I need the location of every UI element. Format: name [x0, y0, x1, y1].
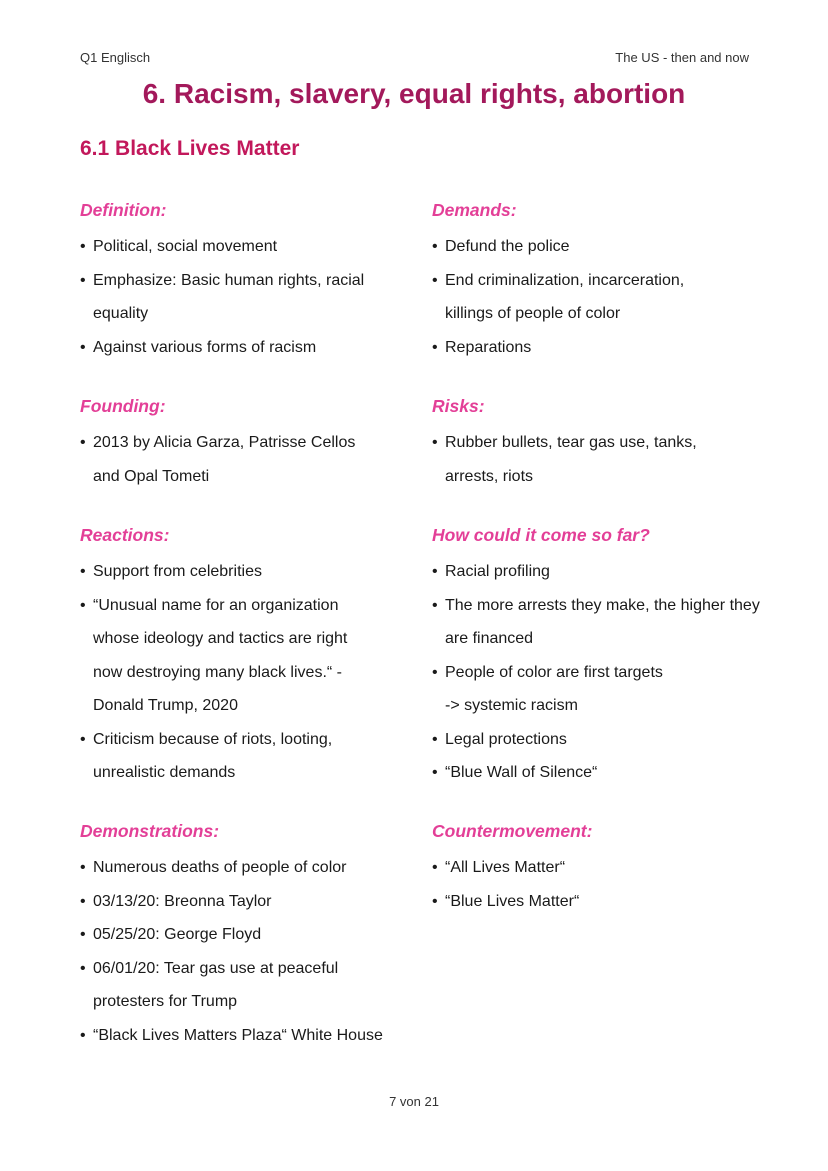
list-item: • “Unusual name for an organization whose ideology and tactics are right now destroying many black lives.“ - Donald Trump, 2020 [80, 589, 378, 723]
section-how-far [432, 523, 772, 790]
section-heading: Definition: [80, 200, 167, 220]
header-course: Q1 Englisch [80, 50, 151, 65]
section-heading: Demands: [432, 200, 517, 220]
list-item: • 2013 by Alicia Garza, Patrisse Cellos and Opal Tometi [80, 426, 383, 493]
list-item: • People of color are first targets [432, 656, 772, 690]
section-definition [80, 198, 420, 364]
section-heading: Countermovement: [432, 821, 593, 841]
list-item: • Numerous deaths of people of color [80, 851, 420, 885]
list-item: • 06/01/20: Tear gas use at peaceful protesters for Trump [80, 952, 378, 1019]
header-topic: The US - then and now [615, 50, 749, 65]
list-item: • Rubber bullets, tear gas use, tanks, arrests, riots [432, 426, 725, 493]
list-item: • “Black Lives Matters Plaza“ White House [80, 1019, 433, 1053]
page-title: 6. Racism, slavery, equal rights, abortion [142, 78, 686, 109]
list-item: • Support from celebrities [80, 555, 420, 589]
section-heading: Demonstrations: [80, 821, 220, 841]
list-item: • Defund the police [432, 230, 772, 264]
section-heading: Risks: [432, 396, 485, 416]
section-risks [432, 394, 772, 493]
section-heading: Founding: [80, 396, 166, 416]
list-item: • Political, social movement [80, 230, 420, 264]
list-item-continuation: -> systemic racism [445, 697, 578, 714]
list-item: • Reparations [432, 331, 772, 365]
section-subtitle: 6.1 Black Lives Matter [80, 137, 300, 160]
section-countermovement [432, 819, 772, 918]
section-heading: How could it come so far? [432, 525, 650, 545]
section-demands [432, 198, 772, 364]
section-heading: Reactions: [80, 525, 170, 545]
page-number: 7 von 21 [389, 1094, 439, 1109]
list-item: • Legal protections [432, 723, 772, 757]
list-item: • Racial profiling [432, 555, 772, 589]
list-item: • The more arrests they make, the higher they are financed [432, 589, 765, 656]
list-item: • 05/25/20: George Floyd [80, 918, 420, 952]
list-item: • Against various forms of racism [80, 331, 420, 365]
list-item: • “Blue Wall of Silence“ [432, 756, 772, 790]
section-demonstrations [80, 819, 420, 1052]
list-item: • End criminalization, incarceration, killings of people of color [432, 264, 715, 331]
list-item: • Emphasize: Basic human rights, racial equality [80, 264, 393, 331]
list-item: • 03/13/20: Breonna Taylor [80, 885, 420, 919]
section-reactions [80, 523, 420, 790]
list-item: • “Blue Lives Matter“ [432, 885, 772, 919]
list-item: • “All Lives Matter“ [432, 851, 772, 885]
list-item: • Criticism because of riots, looting, unrealistic demands [80, 723, 378, 790]
section-founding [80, 394, 420, 493]
